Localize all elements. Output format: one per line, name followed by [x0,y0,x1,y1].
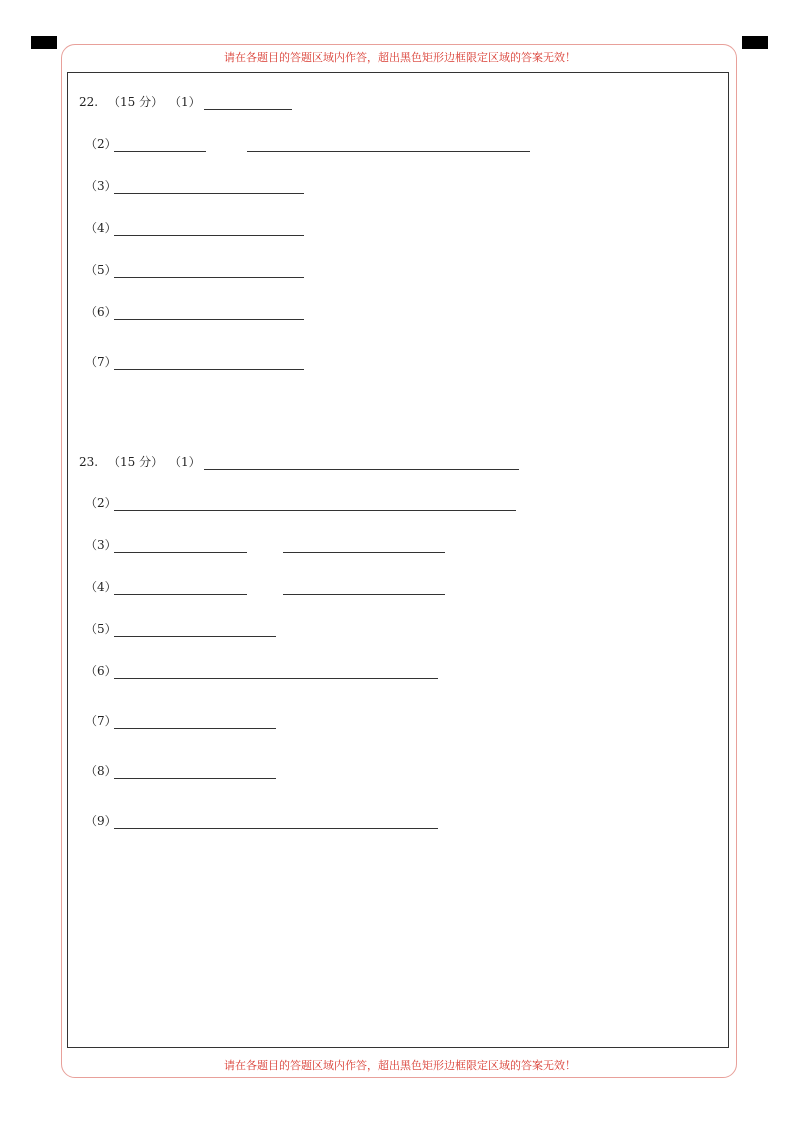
q23-part-6 [85,664,445,678]
warning-top: 请在各题目的答题区域内作答，超出黑色矩形边框限定区域的答案无效！ [224,51,576,64]
q22-part-label: （6） [85,305,117,319]
q23-part-7 [85,714,285,728]
q23-answer-line-7[interactable] [114,728,276,729]
q23-answer-line-5[interactable] [114,636,276,637]
q23-part-label: （9） [85,814,117,828]
q23-part-label: （6） [85,664,117,678]
q22-header [79,95,299,109]
q22-part-label: （2） [85,137,117,151]
q23-part-label: （4） [85,580,117,594]
q22-part-6 [85,305,315,319]
q22-answer-line-5[interactable] [114,277,304,278]
q22-part-5 [85,263,315,277]
q23-part-label: （8） [85,764,117,778]
q23-part-2 [85,496,525,510]
q22-part-label: （4） [85,221,117,235]
warning-bottom: 请在各题目的答题区域内作答，超出黑色矩形边框限定区域的答案无效！ [224,1059,576,1072]
q22-part-2 [85,137,535,151]
q22-points: （15 分） [108,95,164,109]
q23-number: 23. [79,455,99,469]
q23-part-label: （7） [85,714,117,728]
q23-part-4 [85,580,455,594]
q22-answer-line-7[interactable] [114,369,304,370]
q23-answer-line-1[interactable] [204,469,519,470]
q22-part-4 [85,221,315,235]
q23-answer-line-2[interactable] [114,510,516,511]
q23-answer-line-3b[interactable] [283,552,445,553]
q22-answer-line-1[interactable] [204,109,292,110]
q22-part-3 [85,179,315,193]
q22-number: 22. [79,95,99,109]
q23-points: （15 分） [108,455,164,469]
registration-mark-left [31,36,57,49]
q23-answer-line-6[interactable] [114,678,438,679]
answer-box [67,72,729,1048]
q23-header [79,455,529,469]
q23-answer-line-4a[interactable] [114,594,247,595]
q22-answer-line-3[interactable] [114,193,304,194]
q22-part-label: （7） [85,355,117,369]
q22-answer-line-2b[interactable] [247,151,530,152]
q23-answer-line-3a[interactable] [114,552,247,553]
q23-part-5 [85,622,285,636]
q22-answer-line-6[interactable] [114,319,304,320]
q23-answer-line-4b[interactable] [283,594,445,595]
q22-answer-line-4[interactable] [114,235,304,236]
q22-part-label: （1） [169,95,201,109]
q22-answer-line-2a[interactable] [114,151,206,152]
q23-part-label: （2） [85,496,117,510]
q22-part-label: （3） [85,179,117,193]
q23-answer-line-8[interactable] [114,778,276,779]
q23-answer-line-9[interactable] [114,828,438,829]
q23-part-8 [85,764,285,778]
q22-part-7 [85,355,315,369]
q23-part-label: （3） [85,538,117,552]
q22-part-label: （5） [85,263,117,277]
q23-part-3 [85,538,455,552]
q23-part-label: （1） [169,455,201,469]
q23-part-label: （5） [85,622,117,636]
registration-mark-right [742,36,768,49]
q23-part-9 [85,814,445,828]
